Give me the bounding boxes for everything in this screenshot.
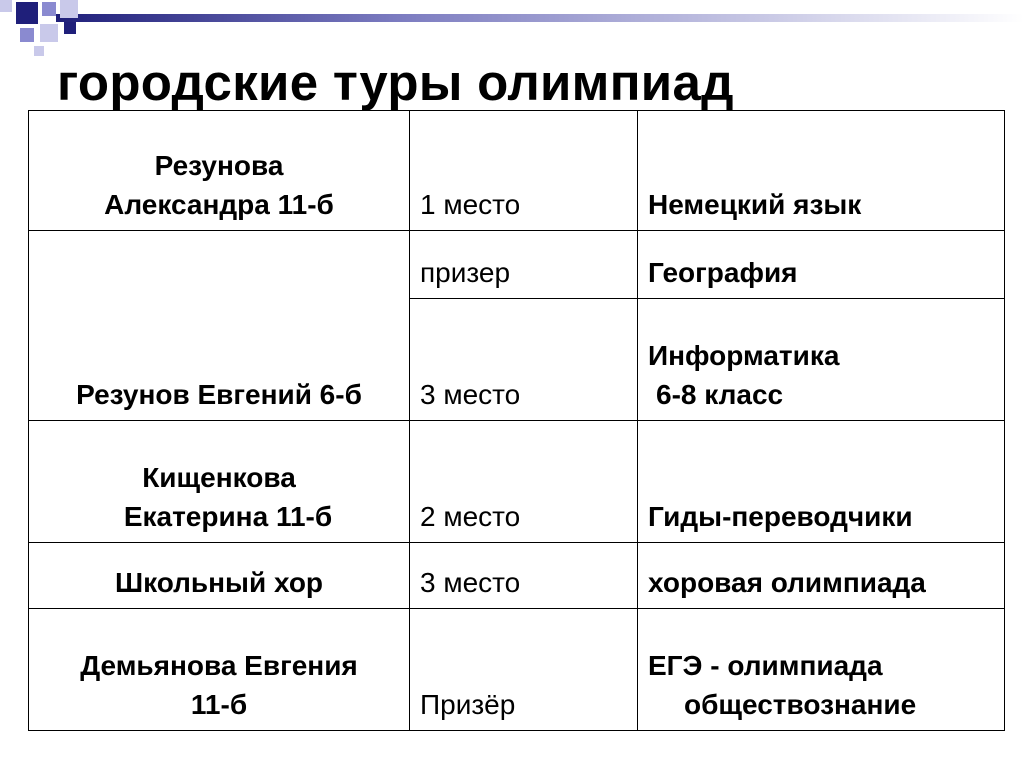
student-name-line: Александра 11-б: [104, 189, 334, 220]
deco-square: [16, 2, 38, 24]
place-cell: [410, 299, 638, 421]
subject-cell: [638, 231, 1005, 299]
place-cell: [410, 543, 638, 609]
student-name-cell: [29, 543, 410, 609]
decorative-squares-graphic: [0, 0, 1024, 60]
deco-square: [42, 2, 56, 16]
place-text: 3 место: [420, 379, 521, 410]
student-name-line: 11-б: [190, 689, 248, 720]
table-row: [29, 111, 1005, 231]
table-row: [29, 609, 1005, 731]
student-name-cell: [29, 609, 410, 731]
subject-text: География: [648, 257, 798, 288]
student-name-cell: [29, 421, 410, 543]
place-cell: [410, 421, 638, 543]
place-text: Призёр: [420, 689, 516, 720]
subject-text: хоровая олимпиада: [648, 567, 926, 598]
table-row: [29, 421, 1005, 543]
place-text: призер: [420, 257, 511, 288]
place-text: 3 место: [420, 567, 521, 598]
subject-text: 6-8 класс: [656, 379, 784, 410]
subject-text: Информатика: [648, 340, 840, 371]
place-cell: [410, 231, 638, 299]
subject-cell: [638, 609, 1005, 731]
student-name-cell: [29, 111, 410, 231]
olympiad-results-table: [28, 110, 1005, 731]
student-name-line: Резунова: [154, 150, 284, 181]
table-row: [29, 231, 1005, 299]
gradient-bar: [56, 14, 1024, 22]
deco-square: [0, 0, 12, 12]
deco-square: [34, 46, 44, 56]
student-name-line: Екатерина 11-б: [123, 501, 333, 532]
deco-square: [60, 0, 78, 18]
table-row: [29, 543, 1005, 609]
place-cell: [410, 609, 638, 731]
page-title: городские туры олимпиад: [57, 54, 734, 111]
subject-text: ЕГЭ - олимпиада: [648, 650, 883, 681]
deco-square: [20, 28, 34, 42]
deco-square: [64, 22, 76, 34]
subject-text: Немецкий язык: [648, 189, 862, 220]
student-name-cell: [29, 231, 410, 421]
decorative-header-bar: [0, 0, 1024, 60]
student-name-line: Демьянова Евгения: [80, 650, 358, 681]
place-text: 1 место: [420, 189, 521, 220]
student-name-line: Школьный хор: [114, 567, 324, 598]
student-name-line: Кищенкова: [142, 462, 296, 493]
subject-cell: [638, 299, 1005, 421]
place-cell: [410, 111, 638, 231]
subject-cell: [638, 421, 1005, 543]
subject-text: обществознание: [684, 689, 917, 720]
place-text: 2 место: [420, 501, 521, 532]
student-name-line: Резунов Евгений 6-б: [76, 379, 362, 410]
subject-cell: [638, 111, 1005, 231]
subject-text: Гиды-переводчики: [648, 501, 913, 532]
subject-cell: [638, 543, 1005, 609]
deco-square: [40, 24, 58, 42]
